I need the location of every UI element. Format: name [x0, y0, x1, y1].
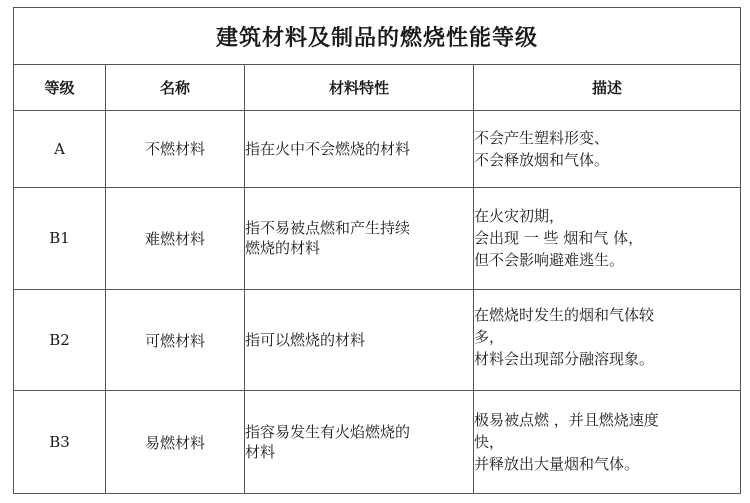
table-row [14, 188, 741, 290]
feature-cell [245, 391, 474, 494]
description-line: 快， [474, 433, 505, 452]
table-title-row [14, 8, 741, 65]
fire-rating-table [13, 7, 741, 494]
grade-cell: B3 [14, 391, 106, 494]
feature-cell [245, 289, 474, 391]
description-cell [474, 391, 741, 494]
table-header-row [14, 65, 741, 110]
description-line: 不会产生塑料形变、 [474, 128, 610, 147]
table-row [14, 110, 741, 187]
grade-cell: A [14, 110, 106, 187]
feature-line: 指容易发生有火焰燃烧的 [245, 423, 411, 442]
grade-cell: B2 [14, 289, 106, 391]
feature-line: 指可以燃烧的材料 [245, 331, 366, 350]
feature-line: 指不易被点燃和产生持续 [245, 219, 411, 238]
description-cell [474, 289, 741, 391]
name-cell: 难燃材料 [106, 188, 245, 290]
description-line: 材料会出现部分融溶现象。 [474, 350, 655, 369]
description-line: 并释放出大量烟和气体。 [474, 455, 640, 474]
feature-line: 指在火中不会燃烧的材料 [245, 139, 411, 158]
feature-cell [245, 188, 474, 290]
table-row [14, 391, 741, 494]
feature-cell [245, 110, 474, 187]
description-line: 在火灾初期， [474, 207, 565, 226]
description-line: 极易被点燃 ，并且燃烧速度 [474, 411, 659, 430]
feature-line: 燃烧的材料 [245, 239, 321, 258]
table-title: 建筑材料及制品的燃烧性能等级 [14, 8, 741, 65]
description-block [474, 304, 740, 370]
description-line: 不会释放烟和气体。 [474, 150, 610, 169]
name-cell: 不燃材料 [106, 110, 245, 187]
name-cell: 易燃材料 [106, 391, 245, 494]
grade-cell: B1 [14, 188, 106, 290]
description-cell [474, 188, 741, 290]
header-name: 名称 [106, 65, 245, 110]
table-row [14, 289, 741, 391]
header-feature: 材料特性 [245, 65, 474, 110]
name-cell: 可燃材料 [106, 289, 245, 391]
description-line: 但不会影响避难逃生。 [474, 251, 625, 270]
description-cell [474, 110, 741, 187]
description-line: 会出现 一 些 烟和气 体， [474, 229, 644, 248]
feature-line: 材料 [245, 443, 276, 462]
description-line: 在燃烧时发生的烟和气体较 [474, 306, 655, 325]
header-grade: 等级 [14, 65, 106, 110]
description-line: 多， [474, 328, 505, 347]
header-description: 描述 [474, 65, 741, 110]
